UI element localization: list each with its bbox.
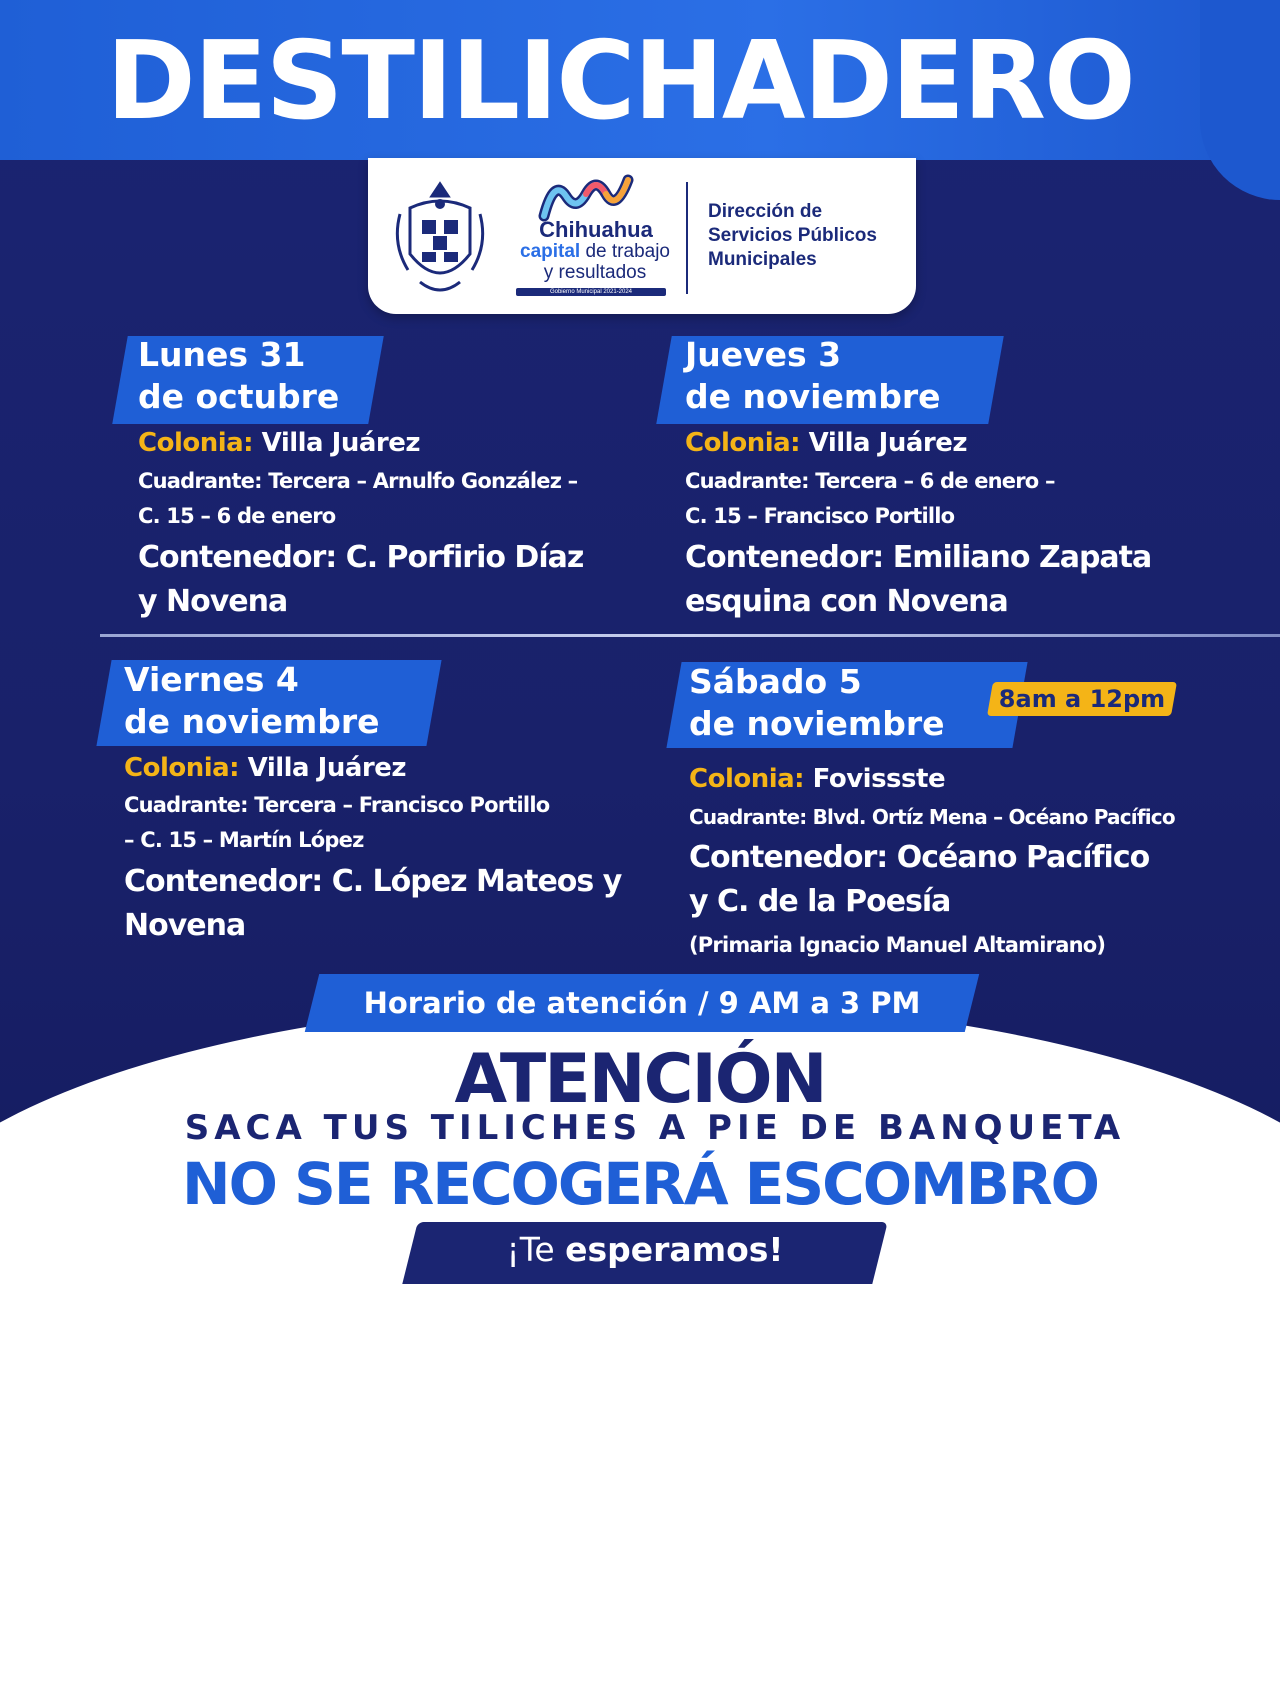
colonia-value: Villa Juárez (808, 428, 967, 458)
cuadrante-line: C. 15 – Francisco Portillo (685, 504, 955, 528)
day-label-line1: Jueves 3 (685, 335, 842, 374)
time-badge-text: 8am a 12pm (998, 685, 1166, 713)
day-label-line2: de noviembre (689, 704, 945, 743)
brand-tagline-2: y resultados (543, 262, 647, 283)
cuadrante-line: C. 15 – 6 de enero (138, 504, 336, 528)
day-label-line2: de noviembre (124, 702, 380, 741)
colonia-value: Fovissste (812, 764, 946, 794)
colonia-value: Villa Juárez (261, 428, 420, 458)
municipal-seal-icon (390, 174, 490, 300)
colonia (124, 753, 406, 783)
department-name (708, 200, 908, 271)
colonia-label: Colonia: (685, 428, 801, 458)
day-label-line1: Viernes 4 (124, 660, 299, 699)
chihuahua-brand-logo-icon (536, 172, 636, 222)
colonia-label: Colonia: (138, 428, 254, 458)
section-divider (100, 634, 1280, 637)
logo-card (368, 158, 916, 314)
colonia-label: Colonia: (124, 753, 240, 783)
department-line: Dirección de (708, 201, 823, 222)
closing-text (410, 1222, 880, 1278)
colonia-value: Villa Juárez (247, 753, 406, 783)
cuadrante-line: Cuadrante: Tercera – Francisco Portillo (124, 793, 550, 817)
day-label-line1: Sábado 5 (689, 662, 862, 701)
contenedor-line: y C. de la Poesía (689, 884, 951, 919)
colonia (689, 764, 945, 794)
contenedor-line: Contenedor: C. Porfirio Díaz (138, 540, 584, 575)
brand-period: Gobierno Municipal 2021-2024 (549, 289, 633, 295)
contenedor-line: esquina con Novena (685, 584, 1008, 619)
day-label-line2: de noviembre (685, 377, 941, 416)
brand-tagline-accent: capital (520, 241, 581, 262)
day-label-line2: de octubre (138, 377, 340, 416)
day-label-line1: Lunes 31 (138, 335, 306, 374)
contenedor-line: y Novena (138, 584, 288, 619)
department-line: Municipales (708, 248, 817, 270)
cuadrante-line: – C. 15 – Martín López (124, 828, 364, 852)
contenedor-line: Contenedor: C. López Mateos y (124, 864, 622, 899)
warning-text: NO SE RECOGERÁ ESCOMBRO (182, 1150, 1098, 1218)
closing-bold: esperamos! (565, 1230, 784, 1269)
contenedor-line: Contenedor: Océano Pacífico (689, 840, 1150, 875)
contenedor-line: Novena (124, 908, 246, 943)
instruction-text: SACA TUS TILICHES A PIE DE BANQUETA (184, 1108, 1126, 1148)
cuadrante-line: Cuadrante: Tercera – 6 de enero – (685, 469, 1055, 493)
closing-prefix: ¡Te (506, 1230, 566, 1269)
contenedor-line: Contenedor: Emiliano Zapata (685, 540, 1152, 575)
department-line: Servicios Públicos (708, 224, 877, 246)
brand-tagline-1 (500, 242, 690, 262)
page-title: DESTILICHADERO (106, 19, 1134, 144)
colonia-label: Colonia: (689, 764, 805, 794)
location-note: (Primaria Ignacio Manuel Altamirano) (689, 933, 1106, 957)
logo-divider (686, 182, 688, 294)
attention-heading: ATENCIÓN (454, 1040, 826, 1119)
colonia (138, 428, 420, 458)
cuadrante-line: Cuadrante: Blvd. Ortíz Mena – Océano Pacífico (689, 805, 1175, 829)
hours-text: Horario de atención / 9 AM a 3 PM (363, 986, 921, 1020)
colonia (685, 428, 967, 458)
cuadrante-line: Cuadrante: Tercera – Arnulfo González – (138, 469, 578, 493)
brand-tagline-rest: de trabajo (585, 241, 670, 262)
brand-name: Chihuahua (539, 217, 653, 242)
